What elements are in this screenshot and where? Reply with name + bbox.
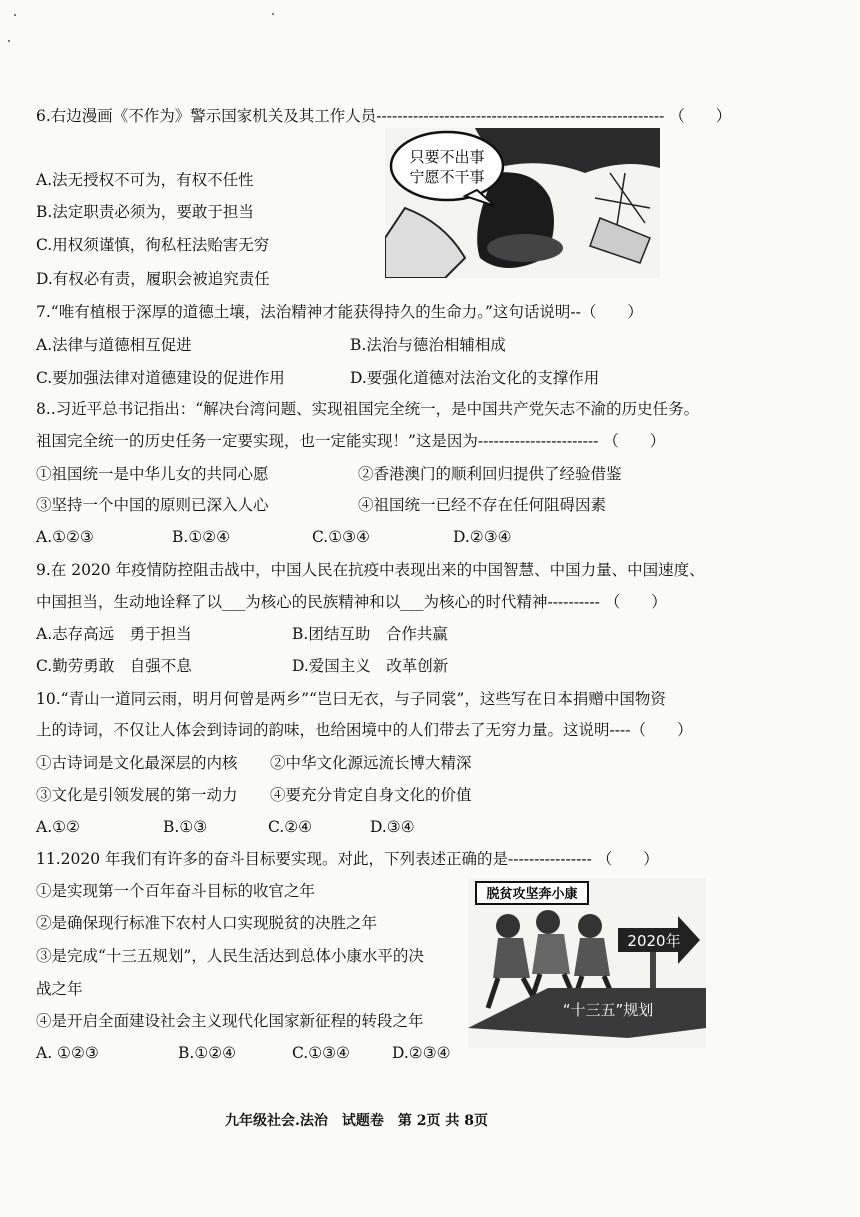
q8-item-1: ①祖国统一是中华儿女的共同心愿 [36, 465, 269, 483]
q10-option-b: B.①③ [163, 818, 208, 836]
q11-banner-text: 脱贫攻坚奔小康 [486, 887, 578, 902]
q9-stem-line-1: 9.在 2020 年疫情防控阻击战中，中国人民在抗疫中表现出来的中国智慧、中国力量、中国速度、 [36, 561, 705, 579]
q6-bubble-line-1: 只要不出事 [409, 148, 485, 166]
q11-stem: 11.2020 年我们有许多的奋斗目标要实现。对此，下列表述正确的是---------------- （ ） [36, 850, 659, 868]
q11-option-c: C.①③④ [292, 1044, 350, 1062]
q8-item-4: ④祖国统一已经不存在任何阻碍因素 [358, 496, 607, 514]
q11-sign-text: 2020年 [627, 932, 681, 950]
q10-item-2: ②中华文化源远流长博大精深 [270, 754, 472, 772]
q6-cartoon-image [385, 128, 660, 278]
q10-option-c: C.②④ [268, 818, 313, 836]
q11-bar-text: “十三五”规划 [562, 1001, 654, 1019]
q11-cartoon-image [468, 878, 706, 1048]
q8-stem-line-2: 祖国完全统一的历史任务一定要实现，也一定能实现！”这是因为----------------------- （ ） [36, 432, 666, 450]
q9-option-d: D.爱国主义 改革创新 [292, 657, 449, 675]
q8-stem-line-1: 8..习近平总书记指出：“解决台湾问题、实现祖国完全统一，是中国共产党矢志不渝的历史任务。 [36, 400, 700, 418]
q7-stem: 7.“唯有植根于深厚的道德土壤，法治精神才能获得持久的生命力。”这句话说明--（ ） [36, 303, 643, 321]
q8-item-3: ③坚持一个中国的原则已深入人心 [36, 496, 269, 514]
q6-option-d: D.有权必有责，履职会被追究责任 [36, 270, 270, 288]
q7-option-d: D.要强化道德对法治文化的支撑作用 [350, 369, 600, 387]
q10-option-a: A.①② [36, 818, 80, 836]
q11-item-3: ③是完成“十三五规划”，人民生活达到总体小康水平的决 [36, 947, 424, 965]
q11-option-a: A. ①②③ [36, 1044, 99, 1062]
q8-option-c: C.①③④ [312, 528, 370, 546]
q11-item-3-cont: 战之年 [36, 980, 83, 998]
q6-bubble-line-2: 宁愿不干事 [409, 168, 485, 186]
q8-option-d: D.②③④ [453, 528, 512, 546]
q8-item-2: ②香港澳门的顺利回归提供了经验借鉴 [358, 465, 622, 483]
scan-speck [272, 13, 274, 15]
q7-option-a: A.法律与道德相互促进 [36, 336, 192, 354]
q9-option-c: C.勤劳勇敢 自强不息 [36, 657, 192, 675]
scan-speck [8, 40, 10, 42]
q11-item-1: ①是实现第一个百年奋斗目标的收官之年 [36, 882, 316, 900]
q10-stem-line-1: 10.“青山一道同云雨，明月何曾是两乡”“岂曰无衣，与子同裳”，这些写在日本捐赠中国物资 [36, 690, 666, 708]
q11-item-4: ④是开启全面建设社会主义现代化国家新征程的转段之年 [36, 1012, 424, 1030]
scan-speck [14, 14, 16, 16]
q6-option-b: B.法定职责必须为，要敢于担当 [36, 203, 254, 221]
q9-stem-line-2: 中国担当，生动地诠释了以___为核心的民族精神和以___为核心的时代精神---------- （ ） [36, 593, 667, 611]
q10-stem-line-2: 上的诗词，不仅让人体会到诗词的韵味，也给困境中的人们带去了无穷力量。这说明----（ ） [36, 721, 693, 739]
q7-option-c: C.要加强法律对道德建设的促进作用 [36, 369, 285, 387]
q8-option-b: B.①②④ [172, 528, 231, 546]
q6-option-a: A.法无授权不可为，有权不任性 [36, 171, 254, 189]
q9-option-a: A.志存高远 勇于担当 [36, 625, 192, 643]
q7-option-b: B.法治与德治相辅相成 [350, 336, 506, 354]
q11-item-2: ②是确保现行标准下农村人口实现脱贫的决胜之年 [36, 914, 378, 932]
q6-option-c: C.用权须谨慎，徇私枉法贻害无穷 [36, 236, 270, 254]
q8-option-a: A.①②③ [36, 528, 94, 546]
q9-option-b: B.团结互助 合作共赢 [292, 625, 448, 643]
q11-option-d: D.②③④ [392, 1044, 451, 1062]
q6-stem: 6.右边漫画《不作为》警示国家机关及其工作人员------------------------------------------------------- （ ） [36, 107, 732, 125]
page-footer: 九年级社会.法治 试题卷 第 2页 共 8页 [225, 1113, 488, 1129]
q10-item-3: ③文化是引领发展的第一动力 [36, 786, 238, 804]
q11-option-b: B.①②④ [178, 1044, 237, 1062]
q10-option-d: D.③④ [370, 818, 415, 836]
q10-item-4: ④要充分肯定自身文化的价值 [270, 786, 472, 804]
q10-item-1: ①古诗词是文化最深层的内核 [36, 754, 238, 772]
